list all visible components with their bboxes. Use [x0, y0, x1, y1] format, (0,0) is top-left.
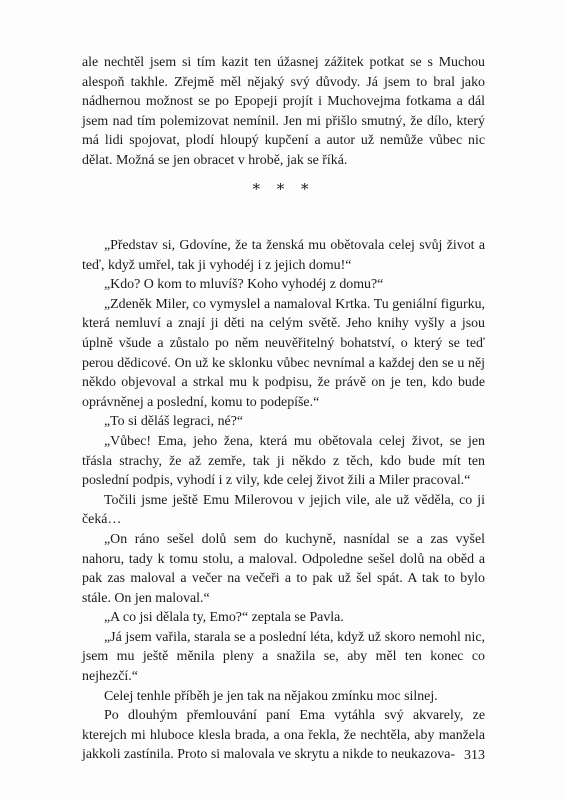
dialogue-block — [82, 236, 485, 765]
paragraph: „Já jsem vařila, starala se a poslední léta, když už skoro nemohl nic, jsem mu ještě měnila pleny a snažila se, aby měl ten konec co nejhezčí.“ — [82, 629, 485, 685]
page-number: 313 — [464, 748, 485, 763]
paragraph: Po dlouhým přemlouvání paní Ema vytáhla svý akvarely, ze kterejch mi hluboce klesla brada, a ona řekla, že nechtěla, aby manžela jakkoli zastínila. Proto si malovala ve skrytu a nikde to neukazova- — [82, 708, 485, 763]
paragraph: „Vůbec! Ema, jeho žena, která mu obětovala celej život, se jen třásla strachy, že až zemře, tak ji někdo z těch, kdo bude mít ten poslední podpis, vyhodí i z vily, kde celej život žili a Miler pracoval.“ — [82, 433, 485, 489]
opening-paragraph-block — [82, 53, 485, 171]
paragraph: Točili jsme ještě Emu Milerovou v jejich vile, ale už věděla, co ji čeká… — [82, 492, 485, 528]
section-break: * * * — [252, 180, 315, 198]
paragraph: „To si děláš legraci, né?“ — [104, 414, 244, 430]
paragraph: „Kdo? O kom to mluvíš? Koho vyhodéj z domu?“ — [104, 277, 384, 293]
paragraph: Celej tenhle příběh je jen tak na nějakou zmínku moc silnej. — [104, 688, 438, 704]
paragraph: „On ráno sešel dolů sem do kuchyně, nasnídal se a zas vyšel nahoru, tady k tomu stolu, a maloval. Odpoledne sešel dolů na oběd a pak zas maloval a večer na večeři a to pak už šel spát. A tak to bylo stále. On jen maloval.“ — [82, 531, 485, 606]
paragraph: „Zdeněk Miler, co vymyslel a namaloval Krtka. Tu geniální figurku, která nemluví a znají ji děti na celým světě. Jeho knihy vyšly a jsou úplně všude a zůstalo po něm neuvěřitelný bohatství, o který se teď perou dědicové. On už ke sklonku vůbec nevnímal a každej den se u něj někdo objevoval a strkal mu k podpisu, že právě on je ten, kdo bude oprávněnej a poslední, komu to podepíše.“ — [82, 296, 485, 410]
paragraph: „Představ si, Gdovíne, že ta ženská mu obětovala celej svůj život a teď, když umřel, tak ji vyhodéj i z jejich domu!“ — [82, 238, 485, 273]
opening-paragraph: ale nechtěl jsem si tím kazit ten úžasnej zážitek potkat se s Muchou alespoň takhle. Zřejmě měl nějaký svý důvody. Já jsem to bral jako nádhernou možnost se po Epopeji projít i Muchovejma fotkama a dál jsem nad tím polemizovat nemínil. Jen mi přišlo smutný, že dílo, který má lidi spojovat, plodí hloupý kupčení a autor už nemůže vůbec nic dělat. Možná se jen obracet v hrobě, jak se říká. — [82, 55, 485, 168]
paragraph: „A co jsi dělala ty, Emo?“ zeptala se Pavla. — [104, 610, 344, 626]
